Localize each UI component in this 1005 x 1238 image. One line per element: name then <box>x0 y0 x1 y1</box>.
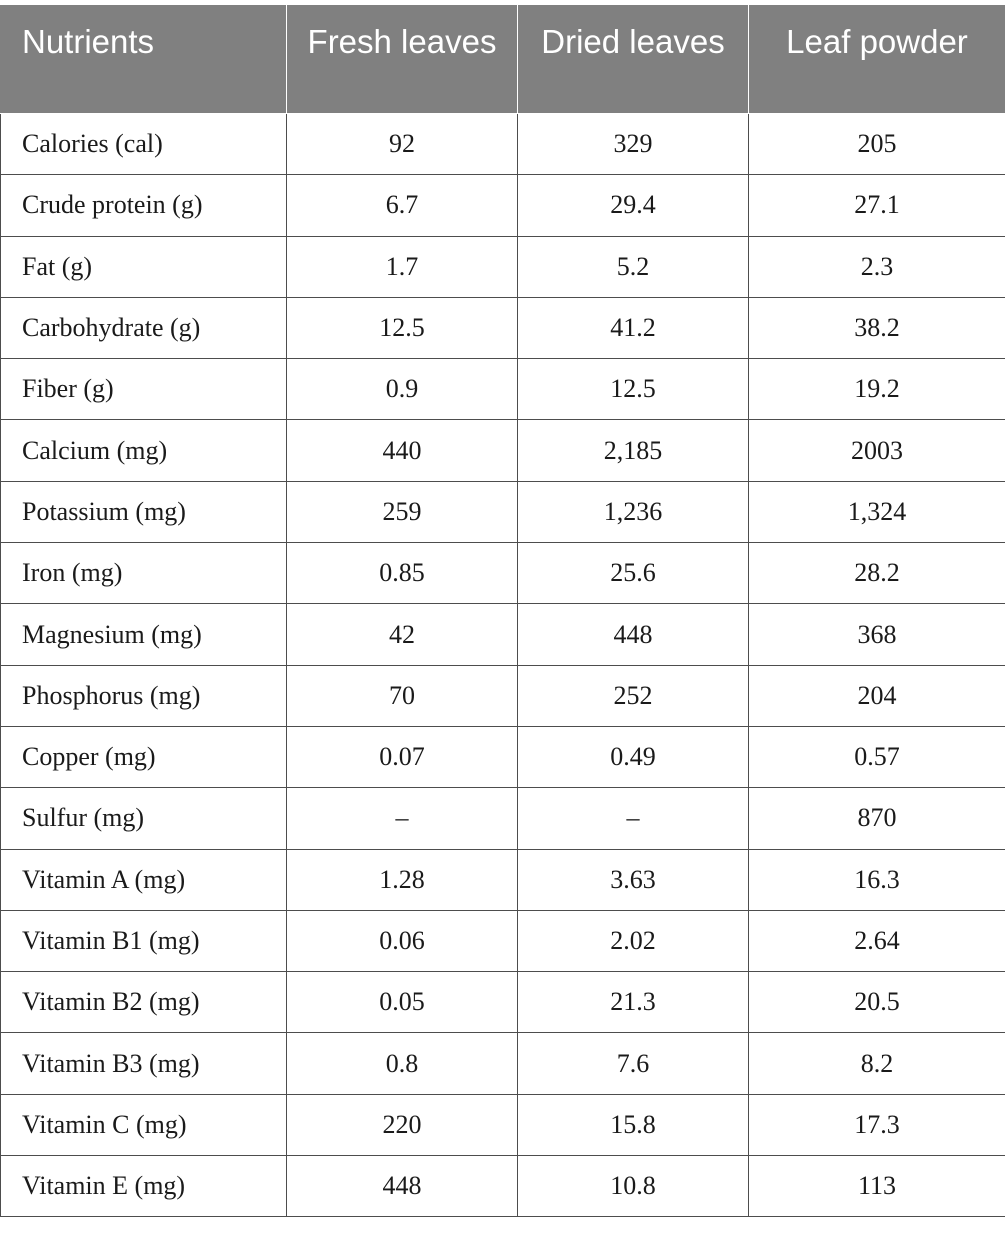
nutrient-value-cell: 6.7 <box>287 175 518 236</box>
nutrient-value-cell: 17.3 <box>749 1094 1005 1155</box>
header-label: Dried leaves <box>541 23 725 60</box>
table-row <box>1 726 1005 787</box>
nutrient-table-container <box>0 4 1005 1217</box>
nutrient-value-cell: 29.4 <box>518 175 749 236</box>
nutrient-name-cell: Potassium (mg) <box>1 481 287 542</box>
nutrient-value-cell: 205 <box>749 114 1005 175</box>
nutrient-value-cell: 16.3 <box>749 849 1005 910</box>
table-row <box>1 420 1005 481</box>
header-label: Nutrients <box>22 23 155 60</box>
nutrient-name-cell: Sulfur (mg) <box>1 788 287 849</box>
nutrient-table <box>0 4 1005 1217</box>
nutrient-value-cell: 440 <box>287 420 518 481</box>
nutrient-value-cell: 2.02 <box>518 910 749 971</box>
nutrient-name-cell: Vitamin E (mg) <box>1 1156 287 1217</box>
nutrient-value-cell: 70 <box>287 665 518 726</box>
table-row <box>1 481 1005 542</box>
table-body <box>1 114 1005 1217</box>
nutrient-value-cell: 12.5 <box>287 297 518 358</box>
table-row <box>1 359 1005 420</box>
nutrient-name-cell: Carbohydrate (g) <box>1 297 287 358</box>
nutrient-name-cell: Copper (mg) <box>1 726 287 787</box>
nutrient-value-cell: 0.9 <box>287 359 518 420</box>
nutrient-value-cell: 204 <box>749 665 1005 726</box>
nutrient-value-cell: 41.2 <box>518 297 749 358</box>
nutrient-value-cell: 2003 <box>749 420 1005 481</box>
table-row <box>1 543 1005 604</box>
nutrient-value-cell: 0.85 <box>287 543 518 604</box>
nutrient-value-cell: 28.2 <box>749 543 1005 604</box>
header-leaf-powder <box>749 5 1005 114</box>
nutrient-name-cell: Vitamin B2 (mg) <box>1 972 287 1033</box>
nutrient-value-cell: 1.28 <box>287 849 518 910</box>
table-row <box>1 1094 1005 1155</box>
nutrient-value-cell: 1,236 <box>518 481 749 542</box>
table-row <box>1 114 1005 175</box>
table-row <box>1 175 1005 236</box>
nutrient-name-cell: Calcium (mg) <box>1 420 287 481</box>
nutrient-value-cell: 252 <box>518 665 749 726</box>
nutrient-value-cell: 8.2 <box>749 1033 1005 1094</box>
nutrient-value-cell: 259 <box>287 481 518 542</box>
nutrient-value-cell: 0.49 <box>518 726 749 787</box>
nutrient-value-cell: 0.06 <box>287 910 518 971</box>
nutrient-value-cell: 2,185 <box>518 420 749 481</box>
header-nutrients <box>1 5 287 114</box>
nutrient-value-cell: 368 <box>749 604 1005 665</box>
nutrient-value-cell: 448 <box>287 1156 518 1217</box>
table-row <box>1 788 1005 849</box>
table-row <box>1 849 1005 910</box>
nutrient-value-cell: 0.57 <box>749 726 1005 787</box>
nutrient-value-cell: 19.2 <box>749 359 1005 420</box>
nutrient-name-cell: Fiber (g) <box>1 359 287 420</box>
nutrient-name-cell: Calories (cal) <box>1 114 287 175</box>
nutrient-name-cell: Vitamin A (mg) <box>1 849 287 910</box>
nutrient-value-cell: 7.6 <box>518 1033 749 1094</box>
nutrient-value-cell: 2.64 <box>749 910 1005 971</box>
nutrient-name-cell: Crude protein (g) <box>1 175 287 236</box>
nutrient-value-cell: 448 <box>518 604 749 665</box>
nutrient-value-cell: 20.5 <box>749 972 1005 1033</box>
nutrient-value-cell: 25.6 <box>518 543 749 604</box>
nutrient-value-cell: 15.8 <box>518 1094 749 1155</box>
nutrient-name-cell: Magnesium (mg) <box>1 604 287 665</box>
table-row <box>1 665 1005 726</box>
nutrient-value-cell: 0.8 <box>287 1033 518 1094</box>
nutrient-value-cell: 2.3 <box>749 236 1005 297</box>
nutrient-name-cell: Vitamin C (mg) <box>1 1094 287 1155</box>
nutrient-value-cell: 92 <box>287 114 518 175</box>
header-label: Leaf powder <box>786 23 968 60</box>
nutrient-value-cell: – <box>287 788 518 849</box>
table-header <box>1 5 1005 114</box>
nutrient-value-cell: 0.05 <box>287 972 518 1033</box>
nutrient-value-cell: 1,324 <box>749 481 1005 542</box>
nutrient-value-cell: 27.1 <box>749 175 1005 236</box>
nutrient-value-cell: 38.2 <box>749 297 1005 358</box>
nutrient-name-cell: Fat (g) <box>1 236 287 297</box>
nutrient-value-cell: 12.5 <box>518 359 749 420</box>
table-row <box>1 236 1005 297</box>
nutrient-value-cell: – <box>518 788 749 849</box>
nutrient-value-cell: 0.07 <box>287 726 518 787</box>
nutrient-value-cell: 113 <box>749 1156 1005 1217</box>
nutrient-name-cell: Vitamin B1 (mg) <box>1 910 287 971</box>
nutrient-value-cell: 1.7 <box>287 236 518 297</box>
nutrient-name-cell: Vitamin B3 (mg) <box>1 1033 287 1094</box>
nutrient-value-cell: 329 <box>518 114 749 175</box>
nutrient-name-cell: Iron (mg) <box>1 543 287 604</box>
table-row <box>1 297 1005 358</box>
table-row <box>1 1033 1005 1094</box>
nutrient-value-cell: 10.8 <box>518 1156 749 1217</box>
table-row <box>1 910 1005 971</box>
table-row <box>1 972 1005 1033</box>
header-fresh-leaves <box>287 5 518 114</box>
table-row <box>1 604 1005 665</box>
header-label: Fresh leaves <box>307 23 497 60</box>
nutrient-value-cell: 220 <box>287 1094 518 1155</box>
nutrient-value-cell: 5.2 <box>518 236 749 297</box>
nutrient-value-cell: 42 <box>287 604 518 665</box>
nutrient-value-cell: 3.63 <box>518 849 749 910</box>
nutrient-value-cell: 21.3 <box>518 972 749 1033</box>
nutrient-name-cell: Phosphorus (mg) <box>1 665 287 726</box>
header-row <box>1 5 1005 114</box>
nutrient-value-cell: 870 <box>749 788 1005 849</box>
table-row <box>1 1156 1005 1217</box>
header-dried-leaves <box>518 5 749 114</box>
